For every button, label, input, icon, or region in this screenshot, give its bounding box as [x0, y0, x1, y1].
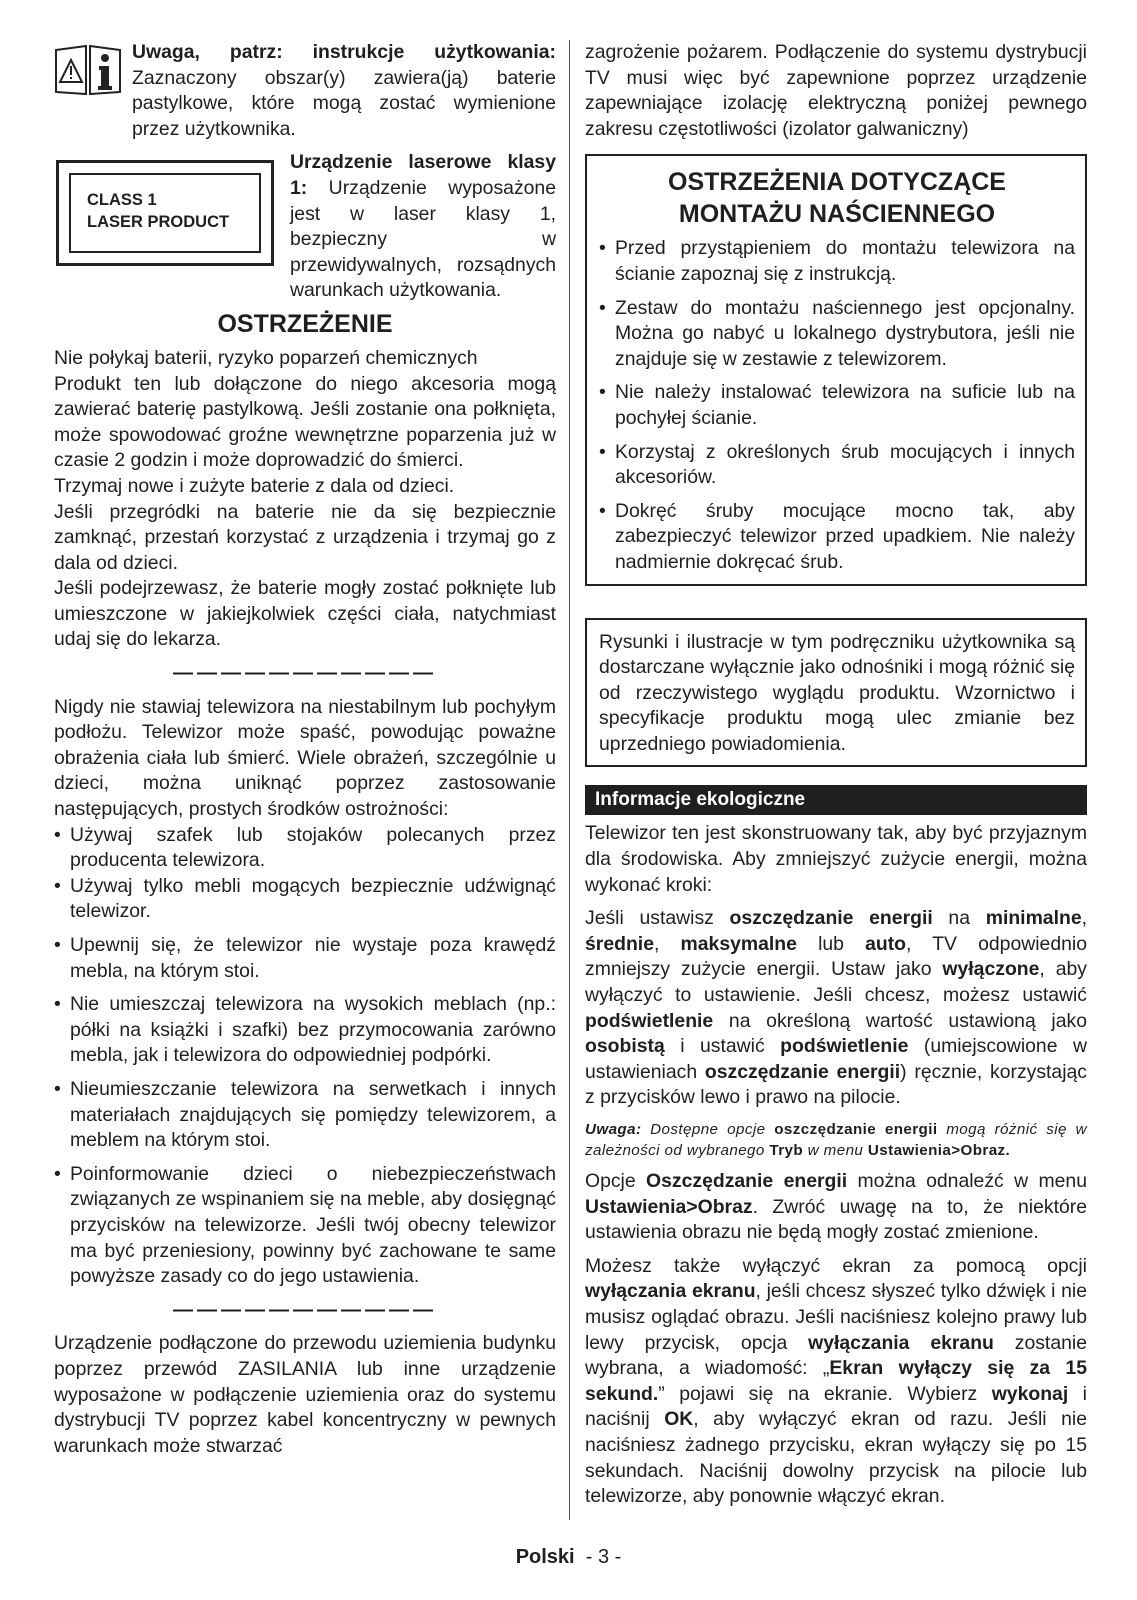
column-divider	[569, 40, 570, 1520]
warning-paragraph: Jeśli podejrzewasz, że baterie mogły zostać połknięte lub umieszczone w jakiejkolwiek części ciała, natychmiast udaj się do lekarza.	[54, 577, 556, 651]
footer-language: Polski	[515, 1546, 575, 1568]
caution-manual-icon	[54, 44, 122, 96]
eco-intro: Telewizor ten jest skonstruowany tak, aby być przyjaznym dla środowiska. Aby zmniejszyć zużycie energii, można wykonać kroki:	[585, 822, 1087, 896]
laser-label-line1: CLASS 1	[87, 191, 157, 210]
laser-class-label	[56, 160, 274, 266]
stability-list	[54, 823, 556, 1290]
caution-text: Uwaga, patrz: instrukcje użytkowania: Zaznaczony obszar(y) zawiera(ją) baterie pastylkowe, które mogą zostać wymienione przez użytkownika.	[132, 41, 556, 140]
eco-section-title: Informacje ekologiczne	[585, 785, 1087, 815]
list-item: • Korzystaj z określonych śrub mocujących i innych akcesoriów.	[599, 440, 1075, 491]
list-item: • Przed przystąpieniem do montażu telewizora na ścianie zapoznaj się z instrukcją.	[599, 236, 1075, 287]
disclaimer-box	[585, 618, 1087, 768]
list-item: • Poinformowanie dzieci o niebezpieczeństwach związanych ze wspinaniem się na meble, aby dosięgnąć przycisków na telewizorze. Jeśli twój obecny telewizor ma być przeniesiony, powinny być zachowane te same powyższe zasady co do jego ustawienia.	[54, 1162, 556, 1290]
disclaimer-text: Rysunki i ilustracje w tym podręczniku użytkownika są dostarczane wyłącznie jako odnośniki i mogą różnić się od rzeczywistego wyglądu produktu. Wzornictwo i specyfikacje produktu mogą ulec zmianie bez uprzedniego powiadomienia.	[599, 630, 1075, 755]
wall-mount-list	[599, 236, 1075, 575]
eco-paragraph: Opcje Oszczędzanie energii można odnaleźć w menu Ustawienia>Obraz. Zwróć uwagę na to, że niektóre ustawienia obrazu nie będą mogły zostać zmienione.	[585, 1170, 1087, 1244]
eco-paragraph: Możesz także wyłączyć ekran za pomocą opcji wyłączania ekranu, jeśli chcesz słyszeć tylko dźwięk i nie musisz oglądać obrazu. Jeśli naciśniesz kolejno prawy lub lewy przycisk, opcja wyłączania ekranu zostanie wybrana, a wiadomość: „Ekran wyłączy się za 15 sekund.” pojawi się na ekranie. Wybierz wykonaj i naciśnij OK, aby wyłączyć ekran od razu. Jeśli nie naciśniesz żadnego przycisku, ekran wyłączy się po 15 sekundach. Naciśnij dowolny przycisk na pilocie lub telewizorze, aby ponownie włączyć ekran.	[585, 1254, 1088, 1508]
caution-block	[54, 40, 556, 142]
laser-block	[54, 150, 556, 304]
list-item: • Używaj szafek lub stojaków polecanych przez producenta telewizora.	[54, 823, 556, 874]
warning-paragraph: Produkt ten lub dołączone do niego akcesoria mogą zawierać baterię pastylkową. Jeśli zostanie ona połknięta, może spowodować groźne wewnętrzne poparzenia już w czasie 2 godzin i może doprowadzić do śmierci.	[54, 372, 556, 472]
list-item: • Upewnij się, że telewizor nie wystaje poza krawędź mebla, na którym stoi.	[54, 933, 556, 984]
page-footer	[0, 1546, 1137, 1569]
laser-text: Urządzenie laserowe klasy 1: Urządzenie wyposażone jest w laser klasy 1, bezpieczny w przewidywalnych, rozsądnych warunkach użytkowania.	[290, 151, 556, 302]
grounding-text: Urządzenie podłączone do przewodu uziemienia budynku poprzez przewód ZASILANIA lub inne urządzenie wyposażone w podłączenie uziemienia oraz do systemu dystrybucji TV poprzez kabel koncentryczny w pewnych warunkach może stwarzać	[54, 1332, 556, 1457]
left-column	[54, 40, 556, 1459]
list-item: • Nie należy instalować telewizora na suficie lub na pochyłej ścianie.	[599, 380, 1075, 431]
list-item: • Dokręć śruby mocujące mocno tak, aby zabezpieczyć telewizor przed upadkiem. Nie należy nadmiernie dokręcać śrub.	[599, 499, 1075, 576]
right-column	[585, 40, 1087, 1510]
list-item: • Nie umieszczaj telewizora na wysokich meblach (np.: półki na książki i szafki) bez przymocowania zarówno mebla, jak i telewizora do odpowiedniej podpórki.	[54, 992, 556, 1069]
list-item: • Używaj tylko mebli mogących bezpiecznie udźwignąć telewizor.	[54, 874, 556, 925]
eco-paragraph: Jeśli ustawisz oszczędzanie energii na minimalne, średnie, maksymalne lub auto, TV odpowiednio zmniejszy zużycie energii. Ustaw jako wyłączone, aby wyłączyć to ustawienie. Jeśli chcesz, możesz ustawić podświetlenie na określoną wartość ustawioną jako osobistą i ustawić podświetlenie (umiejscowione w ustawieniach oszczędzanie energii) ręcznie, korzystając z przycisków lewo i prawo na pilocie.	[585, 907, 1088, 1109]
warning-heading: OSTRZEŻENIE	[217, 309, 393, 338]
list-item: • Nieumieszczanie telewizora na serwetkach i innych materiałach znajdujących się pomiędzy telewizorem, a meblem na którym stoi.	[54, 1077, 556, 1154]
warning-paragraph: Nie połykaj baterii, ryzyko poparzeń chemicznych	[54, 346, 478, 369]
separator: ———————————	[173, 662, 437, 685]
page-number: - 3 -	[585, 1546, 622, 1568]
warning-paragraph: Jeśli przegródki na baterie nie da się bezpiecznie zamknąć, przestań korzystać z urządzenia i trzymaj go z dala od dzieci.	[54, 500, 556, 574]
wall-mount-box	[585, 154, 1087, 585]
stability-intro: Nigdy nie stawiaj telewizora na niestabilnym lub pochyłym podłożu. Telewizor może spaść, powodując poważne obrażenia ciała lub śmierć. Wiele obrażeń, szczególnie u dzieci, można uniknąć poprzez zastosowanie następujących, prostych środków ostrożności:	[54, 695, 556, 821]
grounding-continued: zagrożenie pożarem. Podłączenie do systemu dystrybucji TV musi więc być zapewnione poprzez urządzenie zapewniające izolację elektryczną poniżej pewnego zakresu częstotliwości (izolator galwaniczny)	[585, 41, 1087, 140]
laser-label-line2: LASER PRODUCT	[87, 213, 230, 232]
list-item: • Zestaw do montażu naściennego jest opcjonalny. Można go nabyć u lokalnego dystrybutora, jeśli nie znajduje się w zestawie z telewizorem.	[599, 296, 1075, 373]
eco-note: Uwaga: Dostępne opcje oszczędzanie energii mogą różnić się w zależności od wybranego Tryb w menu Ustawienia>Obraz.	[585, 1121, 1087, 1159]
warning-paragraph: Trzymaj nowe i zużyte baterie z dala od dzieci.	[54, 474, 455, 497]
wall-mount-heading: OSTRZEŻENIA DOTYCZĄCE MONTAŻU NAŚCIENNEGO	[668, 168, 1006, 229]
separator: ———————————	[173, 1298, 437, 1321]
